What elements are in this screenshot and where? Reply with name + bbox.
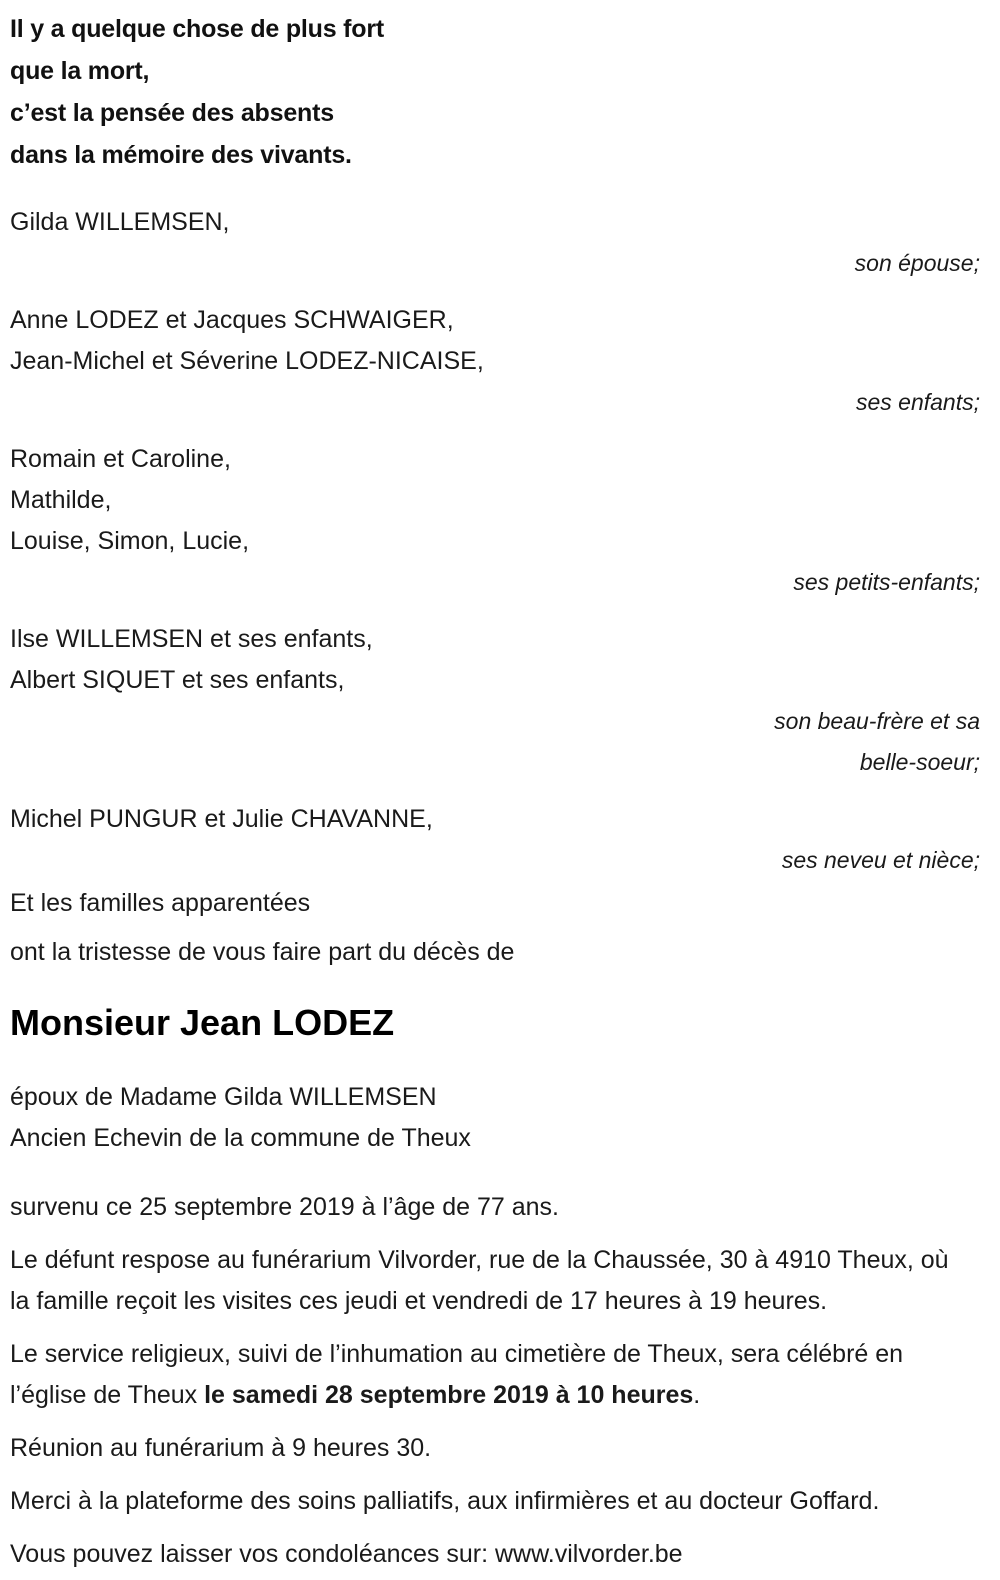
quote-line-4: dans la mémoire des vivants. — [10, 141, 352, 169]
relation-group-inlaws — [10, 619, 984, 783]
relation-names — [10, 799, 984, 840]
relation-name-line: Ilse WILLEMSEN et ses enfants, — [10, 625, 373, 653]
relation-name-line: Jean-Michel et Séverine LODEZ-NICAISE, — [10, 347, 484, 375]
relation-name-line: Louise, Simon, Lucie, — [10, 527, 250, 555]
relation-group-children — [10, 300, 984, 423]
spacer — [10, 286, 984, 300]
relation-names — [10, 300, 984, 382]
paragraph-text: survenu ce 25 septembre 2019 à l’âge de 77 ans. — [10, 1193, 559, 1221]
spacer — [10, 605, 984, 619]
relation-names — [10, 439, 984, 562]
paragraph-text: Le service religieux, suivi de l’inhumation au cimetière de Theux, sera célébré en l’église de Theux — [10, 1340, 904, 1409]
relation-group-spouse — [10, 202, 984, 284]
paragraph-text: Le défunt respose au funérarium Vilvorder, rue de la Chaussée, 30 à 4910 Theux, où la famille reçoit les visites ces jeudi et vendredi de 17 heures à 19 heures. — [10, 1246, 949, 1315]
subinfo-spouse: époux de Madame Gilda WILLEMSEN — [10, 1083, 437, 1111]
relation-name-line: Et les familles apparentées — [10, 889, 311, 917]
paragraph-text-bold: le samedi 28 septembre 2019 à 10 heures — [204, 1381, 694, 1409]
relation-role-line: ses neveu et nièce; — [781, 847, 980, 873]
relation-group-nephew-niece — [10, 799, 984, 881]
paragraph-funeral-home — [10, 1240, 970, 1322]
paragraph-service — [10, 1334, 970, 1416]
relation-role — [10, 562, 984, 603]
relation-role — [10, 382, 984, 423]
paragraph-text: Merci à la plateforme des soins palliatifs, aux infirmières et au docteur Goffard. — [10, 1487, 880, 1515]
relation-role-line: son épouse; — [854, 250, 980, 276]
deceased-name: Monsieur Jean LODEZ — [10, 1002, 395, 1043]
relation-name-line: Albert SIQUET et ses enfants, — [10, 666, 345, 694]
relation-name-line: Michel PUNGUR et Julie CHAVANNE, — [10, 805, 433, 833]
announce-line: ont la tristesse de vous faire part du décès de — [10, 938, 515, 966]
subinfo-title: Ancien Echevin de la commune de Theux — [10, 1124, 471, 1152]
paragraph-text: Réunion au funérarium à 9 heures 30. — [10, 1434, 432, 1462]
epitaph-quote — [10, 8, 984, 176]
quote-line-3: c’est la pensée des absents — [10, 99, 334, 127]
relation-name-line: Romain et Caroline, — [10, 445, 231, 473]
relation-names — [10, 883, 984, 924]
relation-role-line: ses petits-enfants; — [793, 569, 980, 595]
relation-role-line: belle-soeur; — [859, 749, 980, 775]
relation-names — [10, 202, 984, 243]
paragraph-condolences — [10, 1534, 970, 1575]
relation-names — [10, 619, 984, 701]
relation-name-line: Gilda WILLEMSEN, — [10, 208, 230, 236]
spacer — [10, 785, 984, 799]
quote-line-1: Il y a quelque chose de plus fort — [10, 15, 385, 43]
relation-name-line: Mathilde, — [10, 486, 112, 514]
paragraph-death-date — [10, 1187, 970, 1228]
relation-group-grandchildren — [10, 439, 984, 603]
relation-role — [10, 701, 984, 783]
quote-line-2: que la mort, — [10, 57, 150, 85]
paragraph-text: Vous pouvez laisser vos condoléances sur: www.vilvorder.be — [10, 1540, 683, 1568]
relation-role-line: son beau-frère et sa — [774, 708, 980, 734]
paragraph-thanks — [10, 1481, 970, 1522]
relation-group-extended-family — [10, 883, 984, 924]
paragraph-gathering — [10, 1428, 970, 1469]
relations-list — [10, 202, 984, 924]
paragraph-text-end: . — [693, 1381, 701, 1409]
relation-role-line: ses enfants; — [855, 389, 980, 415]
deceased-subinfo — [10, 1077, 984, 1159]
relation-name-line: Anne LODEZ et Jacques SCHWAIGER, — [10, 306, 454, 334]
relation-role — [10, 243, 984, 284]
spacer — [10, 425, 984, 439]
relation-role — [10, 840, 984, 881]
